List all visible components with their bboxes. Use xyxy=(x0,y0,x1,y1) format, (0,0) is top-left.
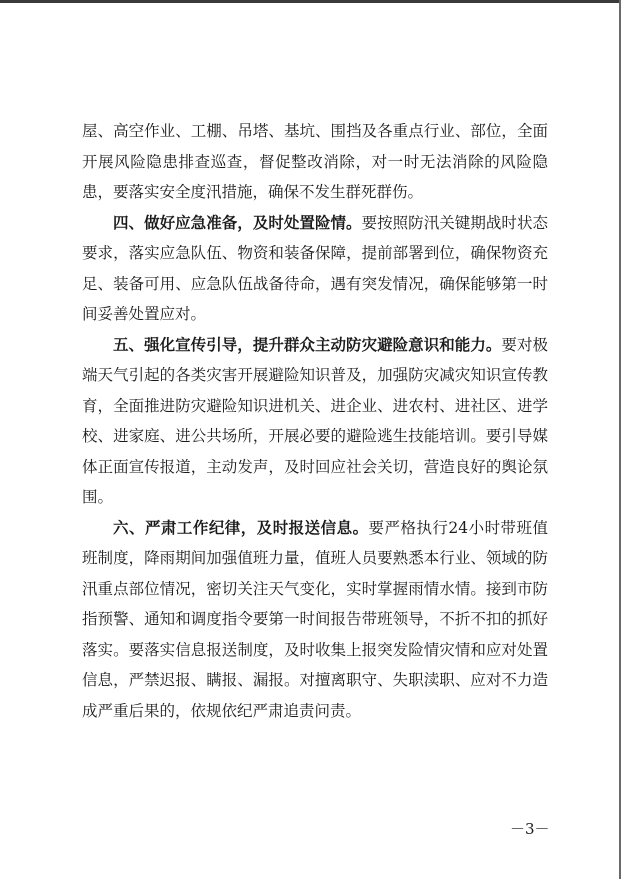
section-heading-4: 四、做好应急准备，及时处置险情。 xyxy=(113,212,362,232)
section-heading-6: 六、严肃工作纪律，及时报送信息。 xyxy=(113,517,369,537)
page-top-border xyxy=(0,0,621,3)
intro-paragraph: 屋、高空作业、工棚、吊塔、基坑、围挡及各重点行业、部位，全面开展风险隐患排查巡查，督促整改消除，对一时无法消除的风险隐患，要落实安全度汛措施，确保不发生群死群伤。 xyxy=(82,122,548,201)
section-paragraph-5 xyxy=(82,330,548,513)
document-body xyxy=(82,116,548,726)
section-paragraph-4 xyxy=(82,208,548,330)
section-body-5: 要对极端天气引起的各类灾害开展避险知识普及，加强防灾减灾知识宣传教育，全面推进防灾避险知识进机关、进企业、进农村、进社区、进学校、进家庭、进公共场所，开展必要的避险逃生技能培训。要引导媒体正面宣传报道，主动发声，及时回应社会关切，营造良好的舆论氛围。 xyxy=(82,335,548,506)
section-body-4: 要按照防汛关键期战时状态要求，落实应急队伍、物资和装备保障，提前部署到位，确保物资充足、装备可用、应急队伍战备待命，遇有突发情况，确保能够第一时间妥善处置应对。 xyxy=(82,213,548,323)
section-paragraph-6 xyxy=(82,513,548,727)
page-number: －3－ xyxy=(510,820,550,838)
section-heading-5: 五、强化宣传引导，提升群众主动防灾避险意识和能力。 xyxy=(113,334,502,354)
section-body-6: 要严格执行24小时带班值班制度，降雨期间加强值班力量，值班人员要熟悉本行业、领域的防汛重点部位情况，密切关注天气变化，实时掌握雨情水情。接到市防指预警、通知和调度指令要第一时间报告带班领导，不折不扣的抓好落实。要落实信息报送制度，及时收集上报突发险情灾情和应对处置信息，严禁迟报、瞒报、漏报。对擅离职守、失职渎职、应对不力造成严重后果的，依规依纪严肃追责问责。 xyxy=(82,518,548,720)
